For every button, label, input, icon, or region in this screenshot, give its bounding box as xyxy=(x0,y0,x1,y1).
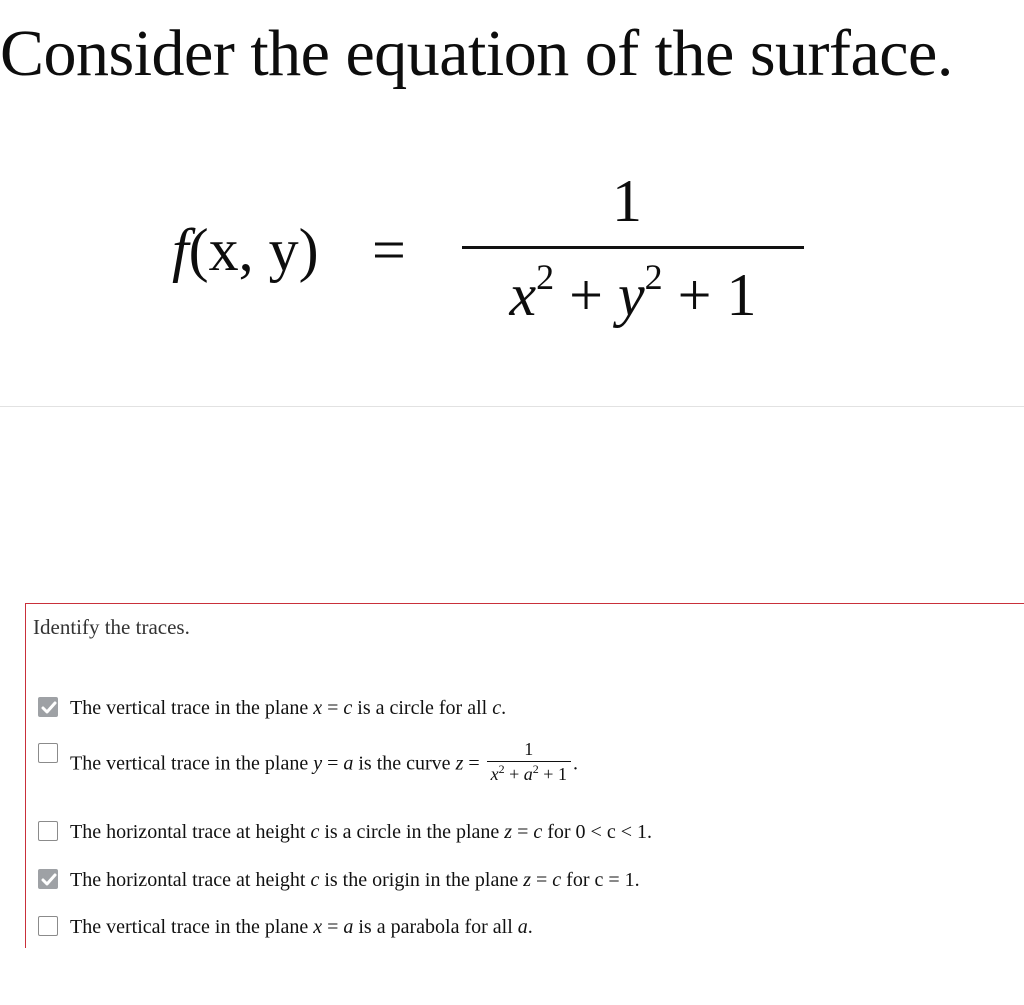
function-args: (x, y) xyxy=(188,217,319,283)
den-plus-2: + xyxy=(677,262,712,328)
den-x-exp: 2 xyxy=(536,257,555,297)
option-2-text: The vertical trace in the plane y = a is the curve z = $\frac{1}{x^2 + a^2 + 1}$ . xyxy=(70,739,578,784)
option-3-text: The horizontal trace at height c is a circle in the plane z = c for 0 < c < 1. xyxy=(70,821,652,843)
option-4-text: The horizontal trace at height c is the origin in the plane z = c for c = 1. xyxy=(70,869,640,891)
den-x: x xyxy=(509,262,537,328)
option-2-checkbox[interactable] xyxy=(38,743,58,763)
den-y-exp: 2 xyxy=(644,257,663,297)
den-y: y xyxy=(618,262,645,328)
question-prompt: Identify the traces. xyxy=(33,615,190,639)
option-5-text: The vertical trace in the plane x = a is a parabola for all a. xyxy=(70,916,533,938)
equation-equals: = xyxy=(372,217,406,283)
option-1-text: The vertical trace in the plane x = c is a circle for all c. xyxy=(70,697,507,719)
page-title: Consider the equation of the surface. xyxy=(0,17,953,90)
option-5-checkbox[interactable] xyxy=(38,916,58,936)
question-panel xyxy=(25,603,1024,948)
option-3-checkbox[interactable] xyxy=(38,821,58,841)
equation-numerator: 1 xyxy=(612,168,642,234)
function-name: f xyxy=(172,217,189,283)
fraction-bar xyxy=(462,246,804,249)
equation-lhs xyxy=(172,214,319,286)
equation-denominator xyxy=(462,257,804,328)
section-divider xyxy=(0,406,1024,407)
den-const: 1 xyxy=(726,262,757,328)
checkmark-icon xyxy=(41,873,57,887)
option-1-checkbox[interactable] xyxy=(38,697,58,717)
checkmark-icon xyxy=(41,701,57,715)
den-plus-1: + xyxy=(569,262,603,328)
option-4-checkbox[interactable] xyxy=(38,869,58,889)
surface-equation xyxy=(172,168,812,328)
option-2-fraction: $\frac{1}{x^2 + a^2 + 1}$ xyxy=(487,739,571,785)
